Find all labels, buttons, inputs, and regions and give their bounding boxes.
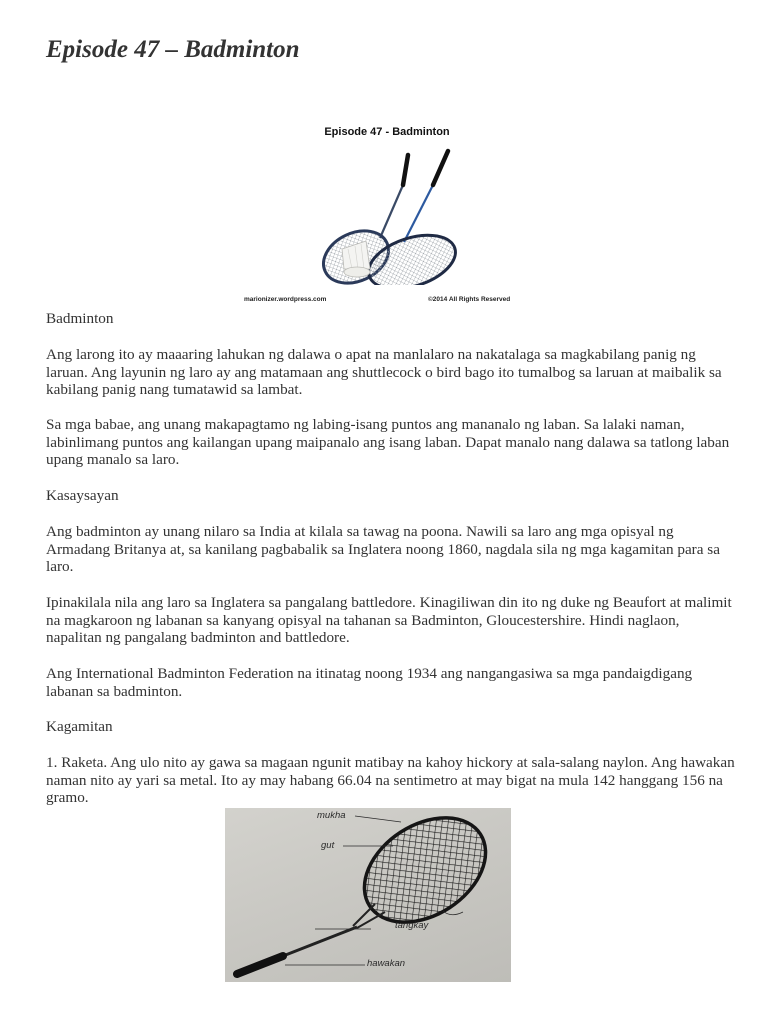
paragraph-intro-1: Ang larong ito ay maaaring lahukan ng dalawa o apat na manlalaro na nakatalaga sa magkabilang panig ng laruan. Ang layunin ng laro ay ang matamaan ang shuttlecock o bird bago ito tumalbog sa laruan at maibalik sa kabilang panig nang tumatawid sa lambat. xyxy=(46,346,722,399)
paragraph-history-1: Ang badminton ay unang nilaro sa India at kilala sa tawag na poona. Nawili sa laro ang mga opisyal ng Armadang Britanya at, sa kanilang pagbabalik sa Inglatera noong 1860, nagdala sila ng mga kagamitan para sa laro. xyxy=(46,523,720,576)
paragraph-equipment-1: 1. Raketa. Ang ulo nito ay gawa sa magaan ngunit matibay na kahoy hickory at sala-salang naylon. Ang hawakan naman nito ay yari sa metal. Ito ay may habang 66.04 na sentimetro at may bigat na mula 142 hanggang 156 na gramo. xyxy=(46,754,735,807)
badminton-rackets-image xyxy=(238,120,536,310)
document-title: Episode 47 – Badminton xyxy=(46,36,300,63)
section-heading-badminton: Badminton xyxy=(46,310,114,327)
image-source-caption: marionizer.wordpress.com xyxy=(244,296,327,303)
section-heading-kagamitan: Kagamitan xyxy=(46,718,113,735)
racket-right xyxy=(362,151,462,285)
label-hawakan: hawakan xyxy=(367,958,406,969)
image-title: Episode 47 - Badminton xyxy=(324,126,450,138)
image-copyright-caption: ©2014 All Rights Reserved xyxy=(428,296,511,303)
label-gut: gut xyxy=(321,840,335,851)
paragraph-history-2: Ipinakilala nila ang laro sa Inglatera sa pangalang battledore. Kinagiliwan din ito ng duke ng Beaufort at malimit na magkaroon ng labanan sa kanyang opisyal na tahanan sa Badminton, Gloucestershire. Hindi naglaon, napalitan ng pangalang badminton and battledore. xyxy=(46,594,732,647)
label-tangkay: tangkay xyxy=(395,920,429,931)
paragraph-history-3: Ang International Badminton Federation na itinatag noong 1934 ang nangangasiwa sa mga pandaigdigang labanan sa badminton. xyxy=(46,665,693,700)
rackets-illustration xyxy=(308,145,470,285)
paragraph-intro-2: Sa mga babae, ang unang makapagtamo ng labing-isang puntos ang mananalo ng laban. Sa lalaki naman, labinlimang puntos ang kailangan upang maipanalo ang isang laban. Dapat manalo nang dalawa sa tatlong laban upang manalo sa laro. xyxy=(46,416,730,469)
section-heading-kasaysayan: Kasaysayan xyxy=(46,487,119,504)
label-mukha: mukha xyxy=(317,810,346,821)
racket-diagram xyxy=(225,808,511,982)
racket-parts-image xyxy=(225,808,511,982)
